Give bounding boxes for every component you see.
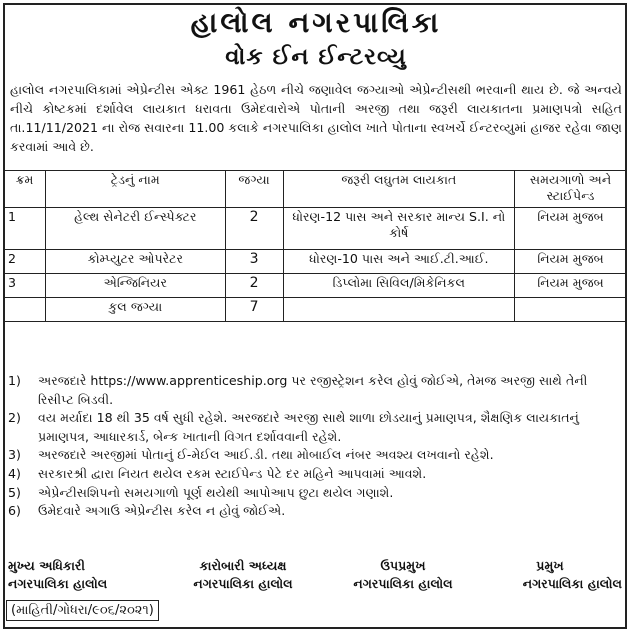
note-number: 4) xyxy=(8,465,21,481)
list-item xyxy=(8,465,622,484)
cell-sr: 2 xyxy=(4,250,46,274)
signatory-role: પ્રમુખ xyxy=(536,558,564,573)
cell-posts: 3 xyxy=(225,250,283,274)
note-number: 5) xyxy=(8,484,21,500)
cell-qualification: ડિપ્લોમા સિવિલ/મિકેનિકલ xyxy=(283,274,515,298)
notice-title: હાલોલ નગરપાલિકા xyxy=(190,6,442,39)
table-header-row xyxy=(4,171,627,208)
table-row xyxy=(4,250,627,274)
cell-trade: એન્જિનિયર xyxy=(45,274,225,298)
note-text: સરકારશ્રી દ્વારા નિયત થયેલ રકમ સ્ટાઈપેન્ડ પેટે દર મહિને આપવામાં આવશે. xyxy=(38,465,427,481)
col-header-stipend: સમયગાળો અને સ્ટાઈપેન્ડ xyxy=(515,171,627,208)
note-number: 1) xyxy=(8,373,21,388)
signatory-org: નગરપાલિકા હાલોલ xyxy=(353,576,453,591)
cell-empty xyxy=(283,298,515,322)
col-header-qualification: જરૂરી લઘુતમ લાયકાત xyxy=(283,171,515,208)
signatory-org: નગરપાલિકા હાલોલ xyxy=(8,576,108,591)
cell-sr: 1 xyxy=(4,208,46,250)
notice-subtitle: વોક ઈન ઈન્ટરવ્યુ xyxy=(225,44,407,70)
cell-stipend: નિયમ મુજબ xyxy=(515,250,627,274)
total-value: 7 xyxy=(225,298,283,322)
vacancy-table xyxy=(3,170,627,322)
col-header-posts: જગ્યા xyxy=(225,171,283,208)
note-number: 2) xyxy=(8,410,21,426)
signatories xyxy=(8,558,622,592)
table-row xyxy=(4,208,627,250)
signatory-org: નગરપાલિકા હાલોલ xyxy=(193,576,293,591)
note-text: વય મર્યાદા 18 થી 35 વર્ષ સુધી રહેશે. અરજદારે અરજી સાથે શાળા છોડયાનું પ્રમાણપત્ર, શૈક્ષણિક લાયકાતનું પ્રમાણપત્ર, આધારકાર્ડ, બેન્ક ખાતાની વિગત દર્શાવવાની રહેશે. xyxy=(38,410,579,444)
list-item xyxy=(8,409,622,446)
cell-sr: 3 xyxy=(4,274,46,298)
note-number: 6) xyxy=(8,503,21,519)
note-text: એપ્રેન્ટીસશિપનો સમયગાળો પૂર્ણ થયેથી આપોઆપ છુટા થયેલ ગણાશે. xyxy=(38,484,394,500)
signatory-role: મુખ્ય અધિકારી xyxy=(8,558,86,573)
signatory-role: કારોબારી અધ્યક્ષ xyxy=(199,558,287,573)
table-total-row xyxy=(4,298,627,322)
conditions-list xyxy=(8,372,622,521)
cell-stipend: નિયમ મુજબ xyxy=(515,274,627,298)
reference-number: (માહિતી/ગોધરા/૯૦૬/૨૦૨૧) xyxy=(6,600,159,621)
cell-trade: કોમ્પ્યુટર ઓપરેટર xyxy=(45,250,225,274)
note-text: અરજદારે અરજીમાં પોતાનું ઈ-મેઈલ આઈ.ડી. તથા મોબાઈલ નંબર અવશ્ય લખવાનો રહેશે. xyxy=(38,447,494,463)
note-text: અરજદારે https://www.apprenticeship.org પર રજીસ્ટ્રેશન કરેલ હોવું જોઈએ, તેમજ અરજી સાથે તેની રિસીપ્ટ બિડવી. xyxy=(38,373,588,407)
cell-stipend: નિયમ મુજબ xyxy=(515,208,627,250)
total-label: કુલ જગ્યા xyxy=(45,298,225,322)
intro-paragraph: હાલોલ નગરપાલિકામાં એપ્રેન્ટીસ એક્ટ 1961 હેઠળ નીચે જણાવેલ જગ્યાઓ એપ્રેન્ટીસથી ભરવાની થાય છે. જે અન્વયે નીચે કોષ્ટકમાં દર્શાવેલ લાયકાત ધરાવતા ઉમેદવારોએ પોતાની અરજી તથા જરૂરી લાયકાતના પ્રમાણપત્રો સહિત તા.11/11/2021 ના રોજ સવારના 11.00 કલાકે નગરપાલિકા હાલોલ ખાતે પોતાના સ્વખર્ચે ઈન્ટરવ્યુમાં હાજર રહેવા જાણ કરવામાં આવે છે. xyxy=(10,82,622,154)
signatory-role: ઉપપ્રમુખ xyxy=(380,558,426,573)
cell-posts: 2 xyxy=(225,274,283,298)
cell-qualification: ધોરણ-10 પાસ અને આઈ.ટી.આઈ. xyxy=(283,250,515,274)
list-item xyxy=(8,484,622,503)
table-row xyxy=(4,274,627,298)
note-text: ઉમેદવારે અગાઉ એપ્રેન્ટીસ કરેલ ન હોવું જોઈએ. xyxy=(38,503,286,519)
cell-qualification: ધોરણ-12 પાસ અને સરકાર માન્ય S.I. નો કોર્ષ xyxy=(283,208,515,250)
col-header-trade: ટ્રેડનું નામ xyxy=(45,171,225,208)
list-item xyxy=(8,446,622,465)
cell-posts: 2 xyxy=(225,208,283,250)
col-header-sr: ક્રમ xyxy=(4,171,46,208)
signatory-org: નગરપાલિકા હાલોલ xyxy=(522,576,622,591)
note-number: 3) xyxy=(8,447,21,463)
cell-empty xyxy=(4,298,46,322)
cell-empty xyxy=(515,298,627,322)
list-item xyxy=(8,502,622,521)
cell-trade: હેલ્થ સેનેટરી ઈન્સ્પેક્ટર xyxy=(45,208,225,250)
list-item xyxy=(8,372,622,409)
